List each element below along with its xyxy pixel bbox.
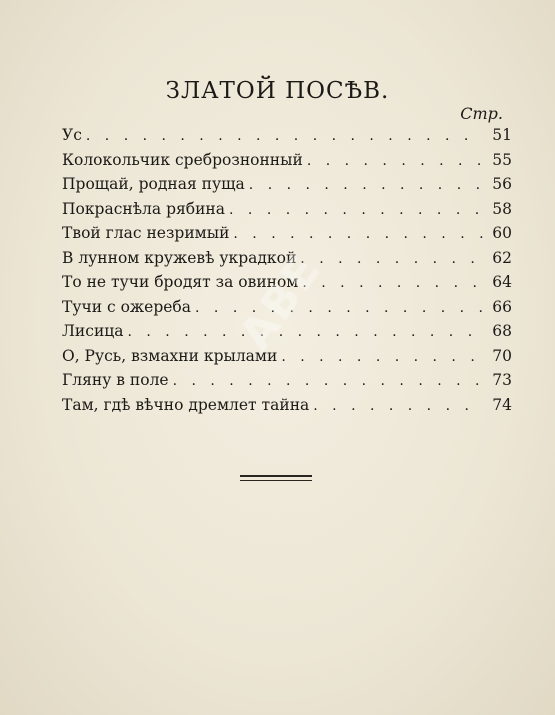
divider-line xyxy=(240,480,312,482)
toc-entry-page: 56 xyxy=(492,175,512,193)
dot-leader xyxy=(307,153,484,169)
toc-entry xyxy=(62,151,512,176)
toc-entry-page: 62 xyxy=(492,248,512,267)
toc-entry xyxy=(62,175,512,200)
dot-leader xyxy=(86,128,484,144)
toc-entry-page: 64 xyxy=(492,273,512,291)
toc-entry-title: Покраснѣла рябина xyxy=(62,199,226,218)
toc-entry-page: 74 xyxy=(492,395,512,414)
toc-entry-title: То не тучи бродят за овином xyxy=(62,273,299,291)
toc-entry-page: 66 xyxy=(492,297,512,316)
dot-leader xyxy=(173,373,484,389)
toc-entry-title: Тучи с ожереба xyxy=(62,297,192,316)
toc-entry-title: Гляну в поле xyxy=(62,371,169,389)
toc-entry-page: 58 xyxy=(492,199,512,218)
toc-entry-title: Лисица xyxy=(62,322,124,340)
toc-entry-page: 70 xyxy=(492,346,512,365)
dot-leader xyxy=(195,300,484,316)
toc-entry-title: Твой глас незримый xyxy=(62,224,230,242)
toc-entry-title: Колокольчик сребрознонный xyxy=(62,150,303,169)
toc-entry-title: Ус xyxy=(62,126,82,144)
toc-entry xyxy=(62,126,512,151)
toc-entry-title: Прощай, родная пуща xyxy=(62,175,245,193)
toc-entry-page: 73 xyxy=(492,371,512,389)
toc-entry-title: О, Русь, взмахни крылами xyxy=(62,346,278,365)
divider-line xyxy=(240,475,312,477)
toc-entry-page: 68 xyxy=(492,322,512,340)
toc-entry-page: 60 xyxy=(492,224,512,242)
section-title: ЗЛАТОЙ ПОСѢВ. xyxy=(165,78,390,104)
toc-entry xyxy=(62,200,512,225)
toc-entry xyxy=(62,347,512,372)
dot-leader xyxy=(229,202,484,218)
dot-leader xyxy=(313,398,484,414)
toc-entry xyxy=(62,224,512,249)
toc-entry xyxy=(62,249,512,274)
dot-leader xyxy=(128,324,485,340)
table-of-contents xyxy=(62,126,512,420)
toc-entry xyxy=(62,298,512,323)
toc-entry xyxy=(62,396,512,421)
ornamental-divider xyxy=(240,475,312,484)
page-column-label: Стр. xyxy=(460,104,503,123)
toc-entry xyxy=(62,322,512,347)
dot-leader xyxy=(302,275,484,291)
toc-entry xyxy=(62,273,512,298)
watermark: ABE xyxy=(230,245,332,360)
dot-leader xyxy=(233,226,484,242)
toc-entry-title: В лунном кружевѣ украдкой xyxy=(62,248,297,267)
toc-entry-page: 55 xyxy=(492,150,512,169)
dot-leader xyxy=(300,251,484,267)
toc-entry xyxy=(62,371,512,396)
dot-leader xyxy=(249,177,484,193)
toc-entry-title: Там, гдѣ вѣчно дремлет тайна xyxy=(62,395,310,414)
dot-leader xyxy=(281,349,484,365)
toc-entry-page: 51 xyxy=(492,126,512,144)
